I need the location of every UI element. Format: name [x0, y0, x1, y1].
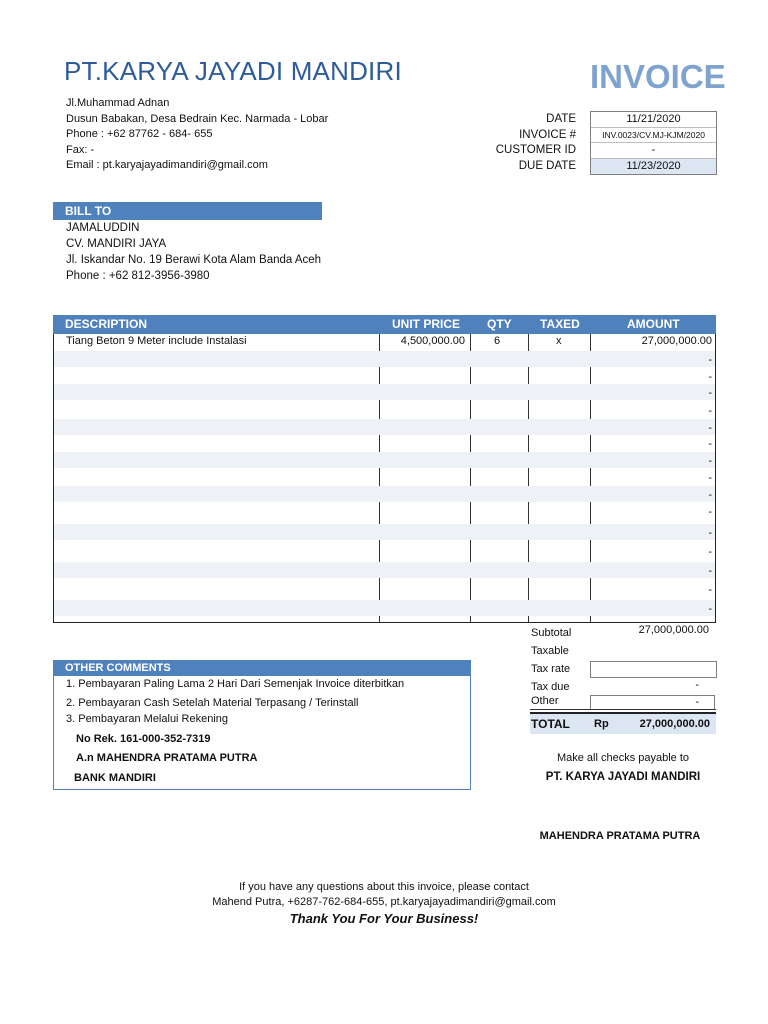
col-unit-price: UNIT PRICE — [392, 317, 461, 331]
subtotal-value: 27,000,000.00 — [638, 624, 709, 636]
table-row — [54, 419, 715, 435]
signer-name: MAHENDRA PRATAMA PUTRA — [539, 830, 701, 842]
item-amount: 27,000,000.00 — [641, 335, 712, 347]
table-row — [54, 503, 715, 519]
row-amount: - — [708, 565, 712, 577]
bill-to-name: JAMALUDDIN — [66, 222, 140, 234]
other-comments-box — [53, 676, 471, 790]
comment-line: 3. Pembayaran Melalui Rekening — [66, 713, 229, 725]
total-value: 27,000,000.00 — [639, 718, 710, 730]
table-row — [54, 581, 715, 597]
col-description: DESCRIPTION — [65, 317, 148, 331]
tax-rate-field — [590, 661, 717, 678]
customer-id-value: - — [591, 143, 716, 159]
company-address-line1: Jl.Muhammad Adnan — [66, 97, 170, 109]
invoice-meta-values — [590, 111, 717, 175]
table-row — [54, 384, 715, 400]
row-amount: - — [708, 354, 712, 366]
tax-due-value: - — [695, 679, 699, 691]
row-amount: - — [708, 422, 712, 434]
row-amount: - — [708, 438, 712, 450]
tax-rate-label: Tax rate — [531, 663, 571, 675]
row-amount: - — [708, 489, 712, 501]
company-address-block — [66, 96, 328, 174]
date-value: 11/21/2020 — [591, 112, 716, 128]
company-fax: Fax: - — [66, 143, 95, 156]
table-row — [54, 486, 715, 502]
invoice-meta-labels — [470, 112, 576, 174]
table-row — [54, 435, 715, 451]
row-amount: - — [708, 472, 712, 484]
item-qty: 6 — [494, 335, 501, 347]
company-phone: Phone : +62 87762 - 684- 655 — [66, 128, 213, 141]
summary-labels — [531, 624, 571, 696]
bank-account-name: A.n MAHENDRA PRATAMA PUTRA — [76, 752, 258, 764]
row-amount: - — [708, 546, 712, 558]
row-amount: - — [708, 405, 712, 417]
payable-note: Make all checks payable to — [556, 752, 690, 764]
col-amount: AMOUNT — [627, 317, 680, 331]
col-taxed: TAXED — [540, 317, 580, 331]
table-row — [54, 524, 715, 540]
item-unit-price: 4,500,000.00 — [400, 335, 465, 347]
row-amount: - — [708, 371, 712, 383]
company-email: Email : pt.karyajayadimandiri@gmail.com — [66, 159, 268, 172]
row-amount: - — [708, 387, 712, 399]
table-row — [54, 402, 715, 418]
payable-company: PT. KARYA JAYADI MANDIRI — [545, 771, 701, 783]
row-amount: - — [708, 603, 712, 615]
bill-to-block — [66, 220, 321, 284]
footer — [0, 880, 768, 926]
thank-you-message: Thank You For Your Business! — [289, 911, 479, 926]
subtotal-label: Subtotal — [531, 627, 572, 639]
items-table-header — [53, 315, 716, 334]
company-address-line2: Dusun Babakan, Desa Bedrain Kec. Narmada - Lobar — [66, 112, 329, 125]
table-row — [54, 543, 715, 559]
table-row — [54, 600, 715, 616]
item-taxed: x — [556, 335, 562, 347]
row-amount: - — [708, 455, 712, 467]
item-description: Tiang Beton 9 Meter include Instalasi — [66, 335, 247, 347]
table-row — [54, 351, 715, 367]
footer-contact-line: If you have any questions about this invoice, please contact — [239, 881, 529, 893]
bank-account-number: No Rek. 161-000-352-7319 — [76, 733, 211, 745]
bill-to-phone: Phone : +62 812-3956-3980 — [66, 270, 210, 282]
table-row — [54, 469, 715, 485]
invoice-number-label: INVOICE # — [519, 128, 576, 141]
total-row — [530, 712, 716, 734]
table-row — [54, 452, 715, 468]
table-row — [54, 334, 715, 350]
other-value: - — [695, 696, 699, 708]
bill-to-address: Jl. Iskandar No. 19 Berawi Kota Alam Banda Aceh — [66, 254, 322, 266]
other-underline — [530, 709, 716, 710]
invoice-title: INVOICE — [590, 58, 726, 95]
row-amount: - — [708, 527, 712, 539]
due-date-label: DUE DATE — [518, 159, 576, 172]
footer-contact-details: Mahend Putra, +6287-762-684-655, pt.karyajayadimandiri@gmail.com — [212, 896, 556, 908]
comment-line: 1. Pembayaran Paling Lama 2 Hari Dari Semenjak Invoice diterbitkan — [66, 678, 405, 690]
items-table-body — [53, 334, 716, 623]
due-date-value: 11/23/2020 — [591, 159, 716, 175]
comment-line: 2. Pembayaran Cash Setelah Material Terpasang / Terinstall — [66, 697, 359, 709]
col-qty: QTY — [487, 317, 512, 331]
tax-due-label: Tax due — [531, 681, 570, 693]
date-label: DATE — [546, 113, 576, 125]
taxable-label: Taxable — [531, 645, 569, 657]
total-label: TOTAL — [531, 717, 570, 731]
company-name: PT.KARYA JAYADI MANDIRI — [64, 56, 402, 86]
bill-to-header: BILL TO — [53, 202, 322, 220]
total-currency: Rp — [594, 718, 609, 730]
row-amount: - — [708, 584, 712, 596]
invoice-number-value: INV.0023/CV.MJ-KJM/2020 — [591, 128, 716, 144]
bill-to-company: CV. MANDIRI JAYA — [66, 238, 167, 250]
bank-name: BANK MANDIRI — [74, 772, 156, 784]
table-row — [54, 562, 715, 578]
customer-id-label: CUSTOMER ID — [495, 144, 576, 156]
table-row — [54, 368, 715, 384]
other-label: Other — [531, 695, 559, 707]
other-comments-header: OTHER COMMENTS — [53, 660, 471, 676]
row-amount: - — [708, 506, 712, 518]
